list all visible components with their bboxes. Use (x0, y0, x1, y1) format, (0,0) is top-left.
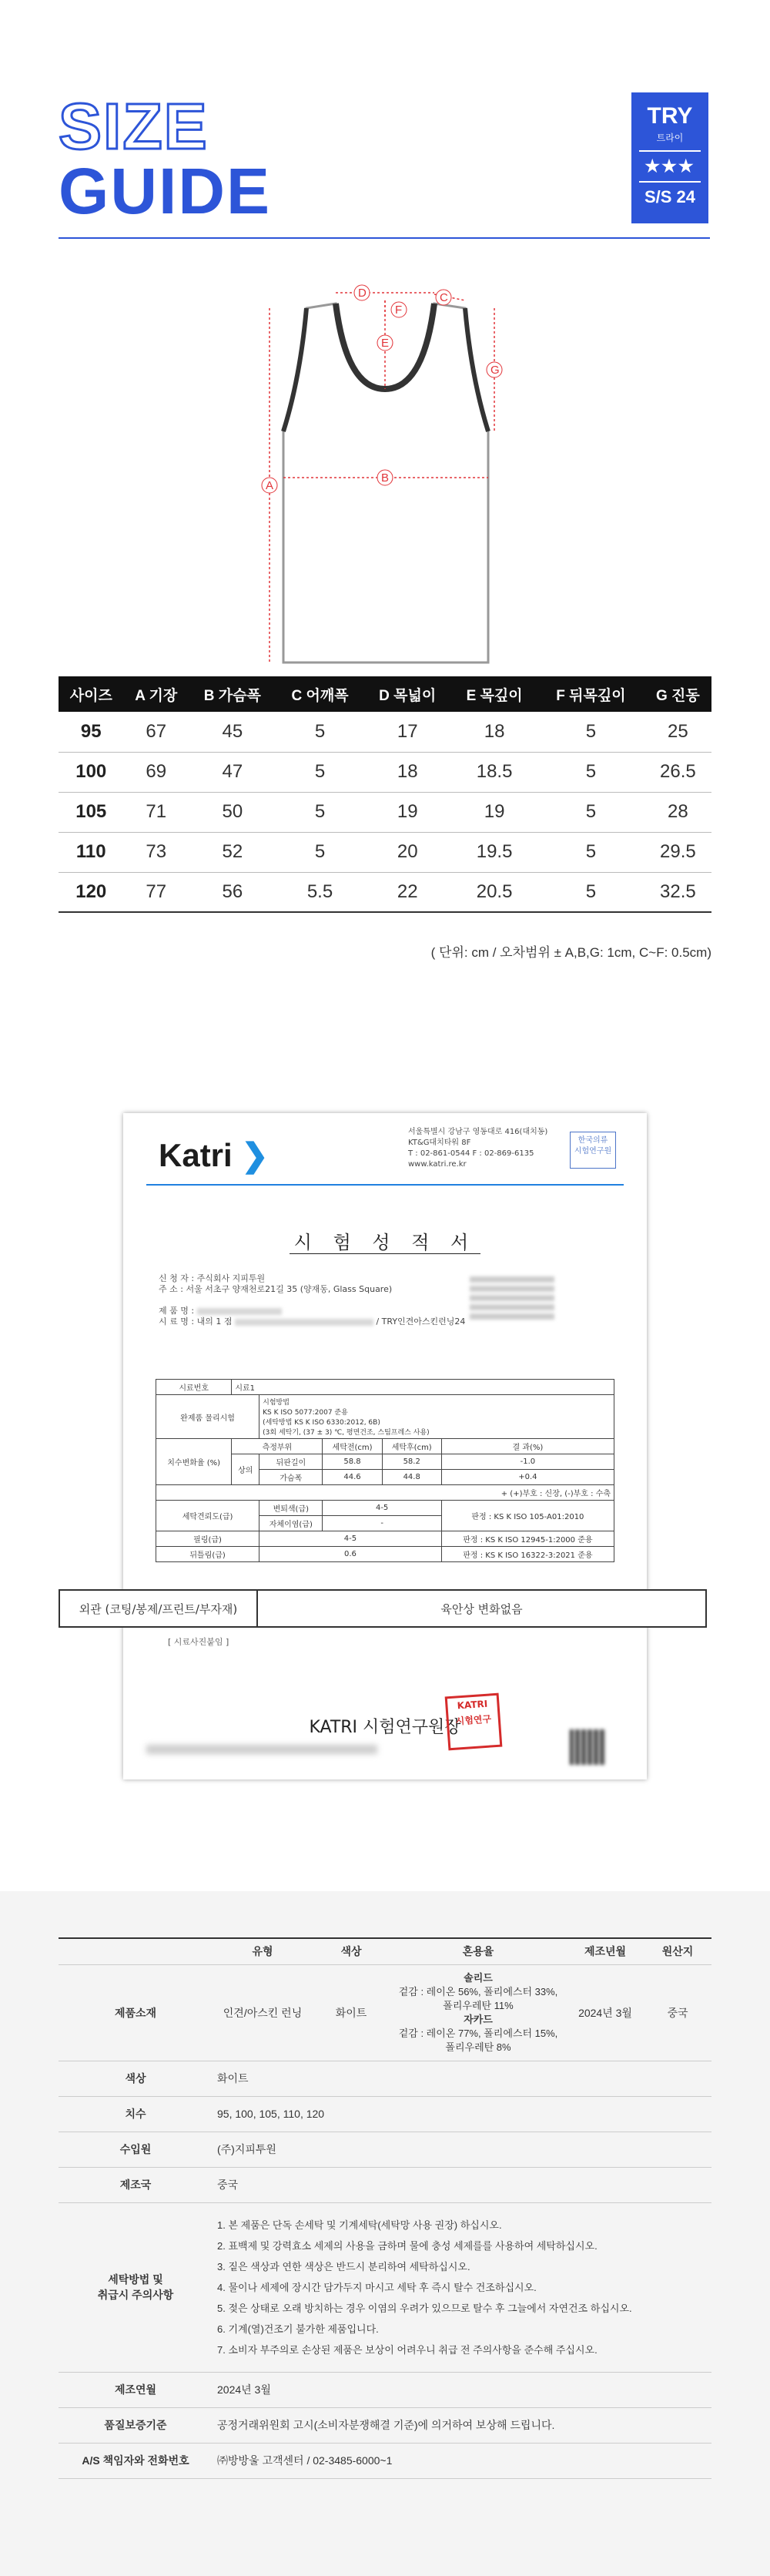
badge-season: S/S 24 (644, 187, 696, 206)
table-cell: 25 (644, 712, 711, 752)
table-cell: 47 (189, 752, 276, 792)
cert-table (156, 1379, 614, 1562)
chevron-right-icon: ❯ (241, 1137, 269, 1173)
twist-val: 0.6 (259, 1547, 442, 1562)
row-label: 품질보증기준 (59, 2407, 213, 2443)
size-cell: 100 (59, 752, 124, 792)
info-label: 제 품 명 : (159, 1306, 195, 1316)
address-line: 서울특별시 강남구 영동대로 416(대치동) (408, 1128, 548, 1136)
comp-header: 제조년월 (567, 1938, 644, 1964)
label-c: C (440, 291, 448, 304)
cert-title (123, 1227, 647, 1254)
table-cell: 22 (363, 872, 451, 912)
care-line: 3. 짙은 색상과 연한 색상은 반드시 분리하여 세탁하십시오. (217, 2260, 470, 2272)
cert-info-blurred (470, 1273, 585, 1323)
comp-header: 원산지 (644, 1938, 711, 1964)
blurred-text (235, 1319, 373, 1326)
badge-divider (639, 150, 701, 152)
table-cell: 20 (363, 832, 451, 872)
table-cell: 58.2 (382, 1454, 441, 1470)
header (0, 0, 770, 247)
qr-code-icon (570, 1729, 605, 1765)
sample-suffix: / TRY인견아스킨런닝24 (376, 1317, 466, 1327)
comp-header: 유형 (213, 1938, 313, 1964)
comp-origin: 중국 (644, 1964, 711, 2061)
cert-divider (146, 1184, 624, 1186)
table-cell: 44.6 (323, 1470, 382, 1485)
sample-no-label: 시료번호 (156, 1380, 232, 1395)
cert-stamp: 한국의류 시험연구원 (570, 1132, 616, 1169)
badge-divider (639, 181, 701, 183)
table-cell: 5 (537, 712, 644, 752)
header-c: C 어깨폭 (276, 676, 364, 712)
header-rule (59, 237, 710, 239)
info-label: 주 소 : (159, 1284, 183, 1294)
header-a: A 기장 (124, 676, 189, 712)
table-cell: 5 (276, 752, 364, 792)
table-cell: 32.5 (644, 872, 711, 912)
product-info-section (0, 1891, 770, 2576)
wash-label: 세탁견뢰도(급) (156, 1501, 259, 1531)
table-cell: 26.5 (644, 752, 711, 792)
method-label: 완제품 물리시험 (156, 1395, 259, 1439)
row-label: 수입원 (59, 2132, 213, 2167)
table-cell: 5 (276, 712, 364, 752)
badge-brand: TRY (647, 103, 693, 129)
table-cell: 18 (451, 712, 537, 752)
official-seal: KATRI 시험연구 (445, 1693, 503, 1751)
comp-header: 혼용율 (390, 1938, 567, 1964)
appearance-result: 육안상 변화없음 (440, 1602, 523, 1616)
blend-text: 겉감 : 레이온 56%, 폴리에스터 33%, 폴리우레탄 11% (398, 1985, 558, 2011)
table-row (59, 752, 711, 792)
comp-color: 화이트 (313, 1964, 390, 2061)
table-cell: 52 (189, 832, 276, 872)
size-cell: 105 (59, 792, 124, 832)
stain-label: 자체이염(급) (259, 1516, 323, 1531)
blend-title: 솔리드 (464, 1971, 493, 1984)
appearance-band (59, 1589, 707, 1628)
info-label: 시 료 명 : (159, 1317, 195, 1327)
table-cell: 18.5 (451, 752, 537, 792)
shrink-label: 치수변화율 (%) (156, 1439, 232, 1485)
care-line: 6. 기계(열)건조기 불가한 제품입니다. (217, 2323, 379, 2335)
row-label: 제조연월 (59, 2372, 213, 2407)
comp-type: 인견/아스킨 런닝 (213, 1964, 313, 2061)
table-cell: 20.5 (451, 872, 537, 912)
row-value: 화이트 (213, 2061, 711, 2096)
applicant-address: 서울 서초구 양재천로21길 35 (양재동, Glass Square) (186, 1284, 393, 1294)
upper-label: 상의 (232, 1454, 259, 1485)
table-cell: 71 (124, 792, 189, 832)
std3: 판정 : KS K ISO 16322-3:2021 준용 (441, 1547, 614, 1562)
header-e: E 목깊이 (451, 676, 537, 712)
row-value: 95, 100, 105, 110, 120 (213, 2096, 711, 2132)
col-header: 세탁전(cm) (323, 1439, 382, 1454)
table-cell: 28 (644, 792, 711, 832)
title-size: SIZE (59, 90, 209, 163)
care-line: 4. 물이나 세제에 장시간 담가두지 마시고 세탁 후 즉시 탈수 건조하십시오. (217, 2281, 537, 2293)
std2: 판정 : KS K ISO 12945-1:2000 준용 (441, 1531, 614, 1547)
care-line: 7. 소비자 부주의로 손상된 제품은 보상이 어려우니 취급 전 주의사항을 준수해 주십시오. (217, 2343, 598, 2356)
cert-address (408, 1127, 547, 1170)
table-cell: 58.8 (323, 1454, 382, 1470)
test-certificate (123, 1113, 647, 1779)
col-header: 결 과(%) (441, 1439, 614, 1454)
label-d: D (358, 287, 367, 300)
care-instructions (213, 2202, 711, 2372)
blurred-signature (146, 1745, 377, 1754)
badge-stars: ★★★ (644, 156, 695, 176)
table-cell: 50 (189, 792, 276, 832)
blend-text: 겉감 : 레이온 77%, 폴리에스터 15%, 폴리우레탄 8% (398, 2027, 558, 2053)
table-cell: 5 (537, 752, 644, 792)
label-b: B (381, 471, 390, 485)
care-line: 5. 젖은 상태로 오래 방치하는 경우 이염의 우려가 있으므로 탈수 후 그늘에서 자연건조 하십시오. (217, 2302, 632, 2314)
care-label: 취급시 주의사항 (97, 2289, 174, 2301)
table-cell: 67 (124, 712, 189, 752)
table-cell: 29.5 (644, 832, 711, 872)
blurred-text (197, 1308, 282, 1315)
header-b: B 가슴폭 (189, 676, 276, 712)
size-table (59, 676, 711, 913)
badge-brand-korean: 트라이 (656, 132, 684, 143)
stain-val: - (323, 1516, 441, 1531)
product-info-table (59, 1937, 711, 2479)
logo-text: Katri (159, 1137, 233, 1173)
cert-title-text: 시 험 성 적 서 (290, 1232, 480, 1254)
table-cell: 5 (537, 792, 644, 832)
table-cell: 73 (124, 832, 189, 872)
table-cell: 45 (189, 712, 276, 752)
photo-label: [ 시료사진붙임 ] (168, 1637, 229, 1647)
care-line: 1. 본 제품은 단독 손세탁 및 기계세탁(세탁망 사용 권장) 하십시오. (217, 2219, 502, 2231)
size-note: ( 단위: cm / 오차범위 ± A,B,G: 1cm, C~F: 0.5cm) (430, 945, 711, 960)
table-cell: -1.0 (441, 1454, 614, 1470)
row-label (59, 2202, 213, 2372)
row-label: A/S 책임자와 전화번호 (59, 2443, 213, 2478)
label-e: E (381, 337, 390, 350)
row-value: ㈜방방울 고객센터 / 02-3485-6000~1 (213, 2443, 711, 2478)
size-cell: 110 (59, 832, 124, 872)
row-label: 치수 (59, 2096, 213, 2132)
table-cell: +0.4 (441, 1470, 614, 1485)
sign-note: + (+)부호 : 신장, (-)부호 : 수축 (156, 1485, 614, 1501)
header-size: 사이즈 (59, 676, 124, 712)
pill-val: 4-5 (259, 1531, 442, 1547)
table-cell: 5 (537, 872, 644, 912)
applicant: 주식회사 지피투원 (196, 1273, 266, 1283)
table-row (59, 792, 711, 832)
table-cell: 5 (276, 792, 364, 832)
size-table-header (59, 676, 711, 712)
table-cell: 77 (124, 872, 189, 912)
sample-no: 시료1 (232, 1380, 614, 1395)
issuer: KATRI 시험연구원장 (309, 1718, 461, 1737)
appearance-label: 외관 (코팅/봉제/프린트/부자재) (60, 1591, 258, 1626)
table-cell: 19.5 (451, 832, 537, 872)
twist-label: 뒤틀림(급) (156, 1547, 259, 1562)
row-value: 중국 (213, 2167, 711, 2202)
table-cell: 44.8 (382, 1470, 441, 1485)
table-cell: 가슴폭 (259, 1470, 323, 1485)
header-g: G 진동 (644, 676, 711, 712)
row-value: 공정거래위원회 고시(소비자분쟁해결 기준)에 의거하여 보상해 드립니다. (213, 2407, 711, 2443)
address-line: www.katri.re.kr (408, 1160, 467, 1169)
table-cell: 5.5 (276, 872, 364, 912)
care-line: 2. 표백제 및 강력효소 세제의 사용을 금하며 물에 충성 세제를를 사용하여 세탁하십시오. (217, 2239, 598, 2252)
table-cell: 19 (451, 792, 537, 832)
brand-badge (631, 92, 708, 223)
col-header: 세탁후(cm) (382, 1439, 441, 1454)
care-label: 세탁방법 및 (108, 2273, 163, 2286)
title-guide: GUIDE (59, 155, 272, 227)
table-cell: 5 (537, 832, 644, 872)
change-label: 변퇴색(급) (259, 1501, 323, 1516)
label-g: G (490, 364, 500, 377)
col-header: 측정부위 (232, 1439, 323, 1454)
table-cell: 69 (124, 752, 189, 792)
table-row (59, 712, 711, 752)
table-cell: 뒤판길이 (259, 1454, 323, 1470)
pill-label: 필링(급) (156, 1531, 259, 1547)
sample-name: 내의 1 점 (196, 1317, 233, 1327)
row-value: 2024년 3월 (213, 2372, 711, 2407)
blend-title: 자카드 (464, 2013, 493, 2025)
table-cell: 19 (363, 792, 451, 832)
cert-info (159, 1273, 465, 1327)
header-f: F 뒤목깊이 (537, 676, 644, 712)
header-d: D 목넓이 (363, 676, 451, 712)
address-line: KT&G대치타워 8F (408, 1139, 471, 1147)
label-f: F (395, 304, 403, 317)
size-cell: 95 (59, 712, 124, 752)
comp-header: 색상 (313, 1938, 390, 1964)
row-value: (주)지피투원 (213, 2132, 711, 2167)
table-cell: 17 (363, 712, 451, 752)
method-text: 시험방법 KS K ISO 5077:2007 준용 (세탁방법 KS K ISO 6330:2012, 6B) (3회 세탁기, (37 ± 3) ℃, 평면건조, 스팀프레스 사용) (259, 1395, 614, 1439)
table-cell: 56 (189, 872, 276, 912)
std1: 판정 : KS K ISO 105-A01:2010 (441, 1501, 614, 1531)
tank-top-diagram (246, 270, 524, 670)
change-val: 4-5 (323, 1501, 441, 1516)
size-cell: 120 (59, 872, 124, 912)
row-label: 제조국 (59, 2167, 213, 2202)
comp-date: 2024년 3월 (567, 1964, 644, 2061)
table-row (59, 872, 711, 912)
address-line: T : 02-861-0544 F : 02-869-6135 (408, 1149, 534, 1158)
table-cell: 18 (363, 752, 451, 792)
table-cell: 5 (276, 832, 364, 872)
row-label: 색상 (59, 2061, 213, 2096)
katri-logo (159, 1136, 269, 1174)
label-a: A (266, 479, 274, 492)
table-row (59, 832, 711, 872)
info-label: 신 청 자 : (159, 1273, 195, 1283)
row-label: 제품소재 (59, 1964, 213, 2061)
